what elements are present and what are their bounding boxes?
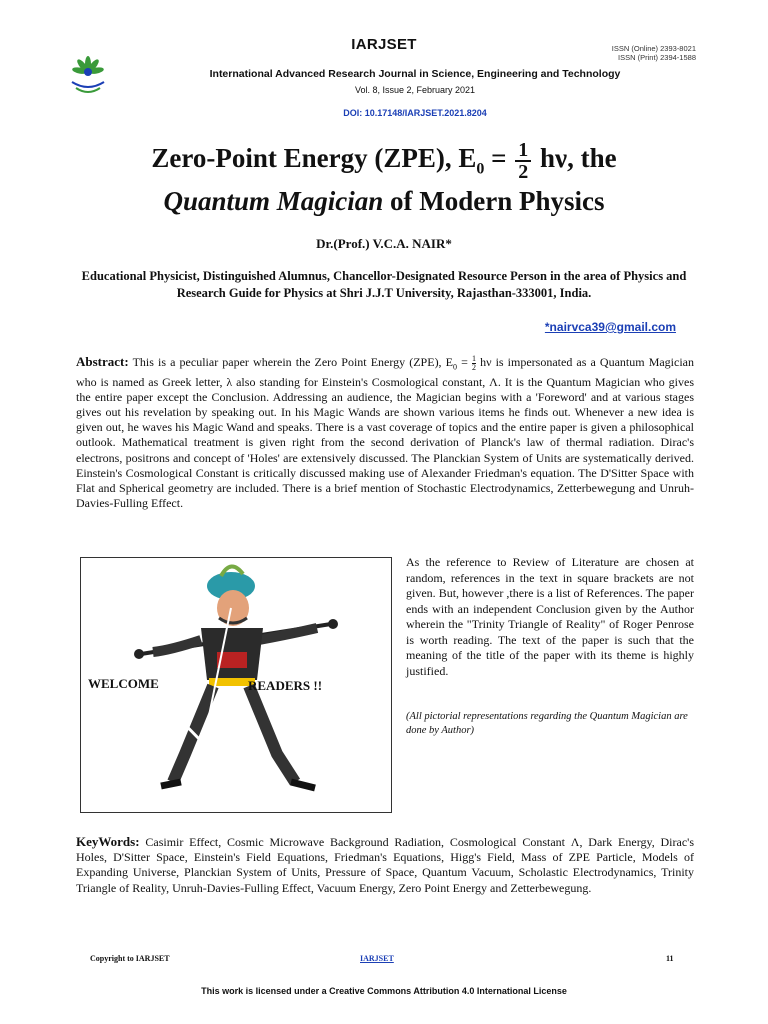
title-text-end: hν, the — [533, 143, 617, 174]
title-subscript: 0 — [476, 160, 485, 178]
keywords-label: KeyWords: — [76, 834, 140, 849]
abstract-paragraph — [76, 354, 694, 511]
paper-title-line2 — [60, 183, 708, 219]
doi-link[interactable]: DOI: 10.17148/IARJSET.2021.8204 — [343, 108, 487, 118]
author-name: Dr.(Prof.) V.C.A. NAIR* — [316, 236, 452, 251]
abstract-fraction-denominator: 2 — [471, 362, 476, 372]
author-email-link[interactable]: *nairvca39@gmail.com — [544, 320, 676, 334]
title-rest: of Modern Physics — [383, 186, 605, 216]
issn-print: ISSN (Print) 2394-1588 — [618, 53, 696, 62]
issn-online: ISSN (Online) 2393-8021 — [611, 44, 696, 53]
readers-label: READERS !! — [248, 678, 323, 693]
volume-issue: Vol. 8, Issue 2, February 2021 — [354, 85, 476, 95]
abstract-text-body: hν is impersonated as a Quantum Magician who is named as Greek letter, λ also standing for Einstein's Cosmological constant, Λ. It is the Quantum Magician who gives the entire paper except the Conclusion. Addressing an audience, the Magician begins with a 'Foreword' and at various stages gives out his revelation by speaking out. In his Magic Wands are shown various items he finds out. Whenever a new idea is given out, he waves his Magic Wand and speaks. There is a vast coverage of topics and the entire paper is given a philosophical outlook. Mathematical treatment is given right from the second derivation of Planck's law of thermal radiation. Dirac's electrons, positrons and concept of 'Holes' are extensively discussed. The Planckian System of Units are systematically derived. Einstein's Cosmological Constant is critically discussed making use of Alexander Friedman's equation. The D'Sitter Space with Flat and Spherical geometry are included. There is a brief mention of Stochastic Electrodynamics, Zetterbewegung and Unruh-Davies-Fulling Effect. — [76, 355, 695, 511]
abstract-equals: = — [457, 355, 472, 369]
keywords-paragraph — [76, 834, 694, 896]
journal-full-name: International Advanced Research Journal in Science, Engineering and Technology — [209, 68, 621, 80]
journal-logo — [68, 52, 108, 96]
paper-title-line1 — [60, 140, 708, 188]
journal-acronym: IARJSET — [351, 36, 417, 53]
fraction-numerator: 1 — [515, 140, 531, 162]
abstract-fraction-numerator: 1 — [471, 353, 476, 363]
page-number: 11 — [666, 954, 674, 963]
keywords-text: Casimir Effect, Cosmic Microwave Background Radiation, Cosmological Constant Λ, Dark Energy, Dirac's Holes, D'Sitter Space, Einstein's Field Equations, Friedman's Equations, Higg's Field, Mass of ZPE Particle, Models of Expanding Universe, Planckian System of Units, Pressure of Space, Quantum Vacuum, Scholastic Electrodynamics, Trinity Triangle of Reality, Unruh-Davies-Fulling Effect, Vacuum Energy, Zero Point Energy and Zetterbewegung. — [76, 835, 694, 895]
title-italic: Quantum Magician — [163, 186, 384, 216]
title-fraction — [515, 140, 531, 182]
license-notice: This work is licensed under a Creative Commons Attribution 4.0 International License — [201, 986, 567, 996]
author-affiliation: Educational Physicist, Distinguished Alumnus, Chancellor-Designated Resource Person in the area of Physics and Research Guide for Physics at Shri J.J.T University, Rajasthan-333001, India. — [81, 269, 687, 300]
review-paragraph: As the reference to Review of Literature are chosen at random, references in the text in square brackets are not given. But, however ,there is a list of References. The paper ends with an independent Conclusion given by the Author wherein the "Trinity Triangle of Reality" of Roger Penrose is worth reading. The text of the paper is such that the meaning of the title of the paper with its theme is highly justified. — [406, 555, 694, 678]
abstract-text-start: This is a peculiar paper wherein the Zero Point Energy (ZPE), E — [128, 355, 453, 369]
figure-caption: (All pictorial representations regarding the Quantum Magician are done by Author) — [406, 711, 688, 736]
footer-journal-link[interactable]: IARJSET — [360, 954, 394, 963]
title-equals: = — [484, 143, 514, 174]
abstract-label: Abstract: — [76, 354, 129, 369]
issn-block — [612, 44, 696, 62]
footer-copyright: Copyright to IARJSET — [90, 954, 170, 963]
title-text: Zero-Point Energy (ZPE), E — [151, 143, 477, 174]
fraction-denominator: 2 — [518, 161, 529, 183]
welcome-label: WELCOME — [88, 676, 159, 691]
abstract-subscript: 0 — [453, 362, 457, 372]
